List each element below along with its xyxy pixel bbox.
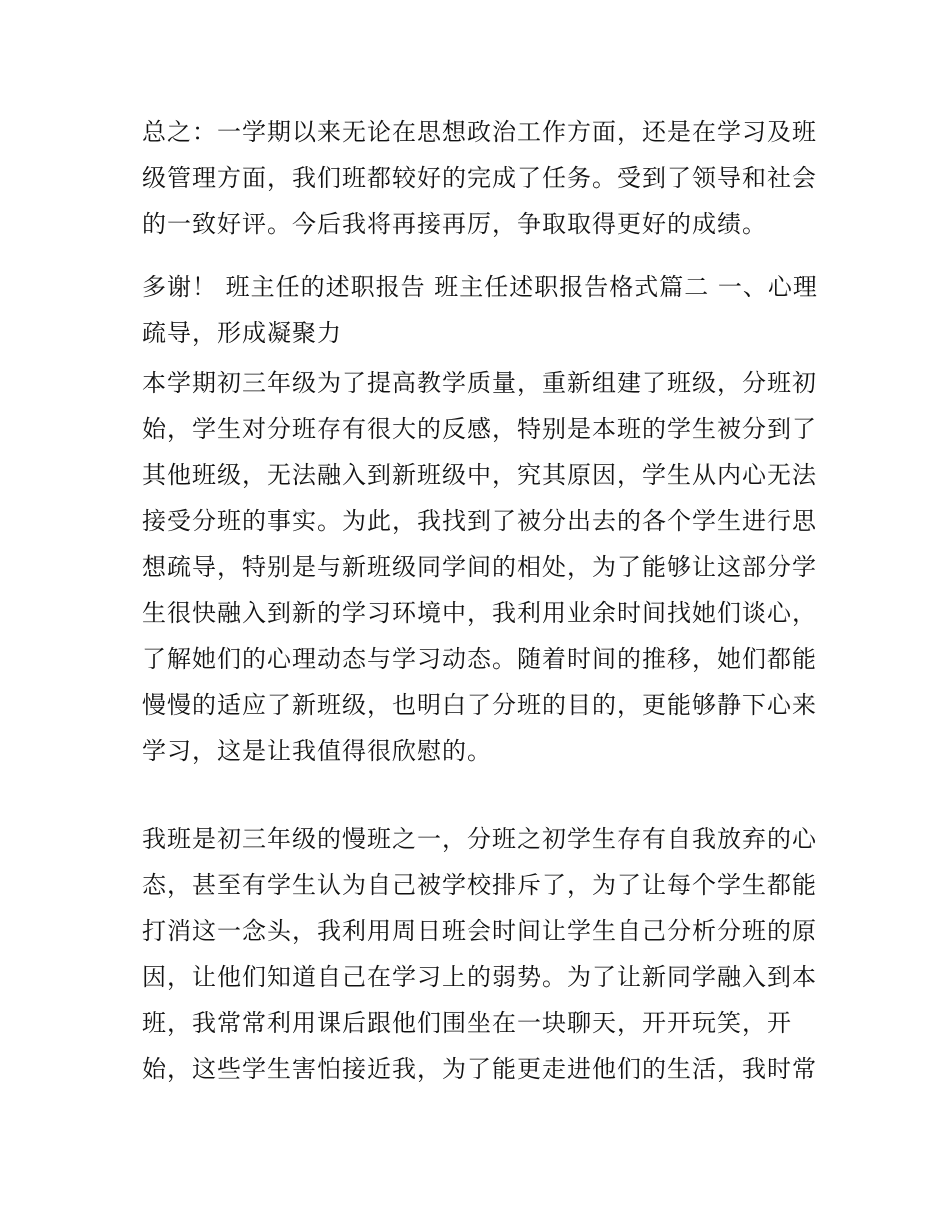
text-line: 了解她们的心理动态与学习动态。随着时间的推移，她们都能 (142, 645, 817, 673)
text-line: 想疏导，特别是与新班级同学间的相处，为了能够让这部分学 (142, 553, 817, 581)
text-line: 生很快融入到新的学习环境中，我利用业余时间找她们谈心， (142, 599, 817, 627)
text-line: 其他班级，无法融入到新班级中，究其原因，学生从内心无法 (142, 461, 817, 489)
text-line: 总之：一学期以来无论在思想政治工作方面，还是在学习及班 (142, 118, 817, 146)
text-line: 始，这些学生害怕接近我，为了能更走进他们的生活，我时常 (142, 1055, 817, 1083)
paragraph-class-reorganization (142, 360, 817, 774)
text-line: 打消这一念头，我利用周日班会时间让学生自己分析分班的原 (142, 917, 817, 945)
text-line: 本学期初三年级为了提高教学质量，重新组建了班级，分班初 (142, 369, 817, 397)
paragraph-summary (142, 109, 817, 247)
text-line: 级管理方面，我们班都较好的完成了任务。受到了领导和社会 (142, 164, 817, 192)
text-line: 接受分班的事实。为此，我找到了被分出去的各个学生进行思 (142, 507, 817, 535)
text-line: 我班是初三年级的慢班之一，分班之初学生存有自我放弃的心 (142, 825, 817, 853)
text-line: 多谢！ 班主任的述职报告 班主任述职报告格式篇二 一、心理 (142, 273, 818, 301)
text-line: 的一致好评。今后我将再接再厉，争取取得更好的成绩。 (142, 210, 767, 238)
text-line: 慢慢的适应了新班级，也明白了分班的目的，更能够静下心来 (142, 691, 817, 719)
text-line: 态，甚至有学生认为自己被学校排斥了，为了让每个学生都能 (142, 871, 817, 899)
text-line: 始，学生对分班存有很大的反感，特别是本班的学生被分到了 (142, 415, 817, 443)
text-line: 学习，这是让我值得很欣慰的。 (142, 737, 492, 765)
paragraph-slow-class (142, 816, 817, 1092)
paragraph-heading (142, 264, 818, 356)
text-line: 疏导，形成凝聚力 (142, 319, 342, 347)
text-line: 因，让他们知道自己在学习上的弱势。为了让新同学融入到本 (142, 963, 817, 991)
text-line: 班，我常常利用课后跟他们围坐在一块聊天，开开玩笑，开 (142, 1009, 792, 1037)
